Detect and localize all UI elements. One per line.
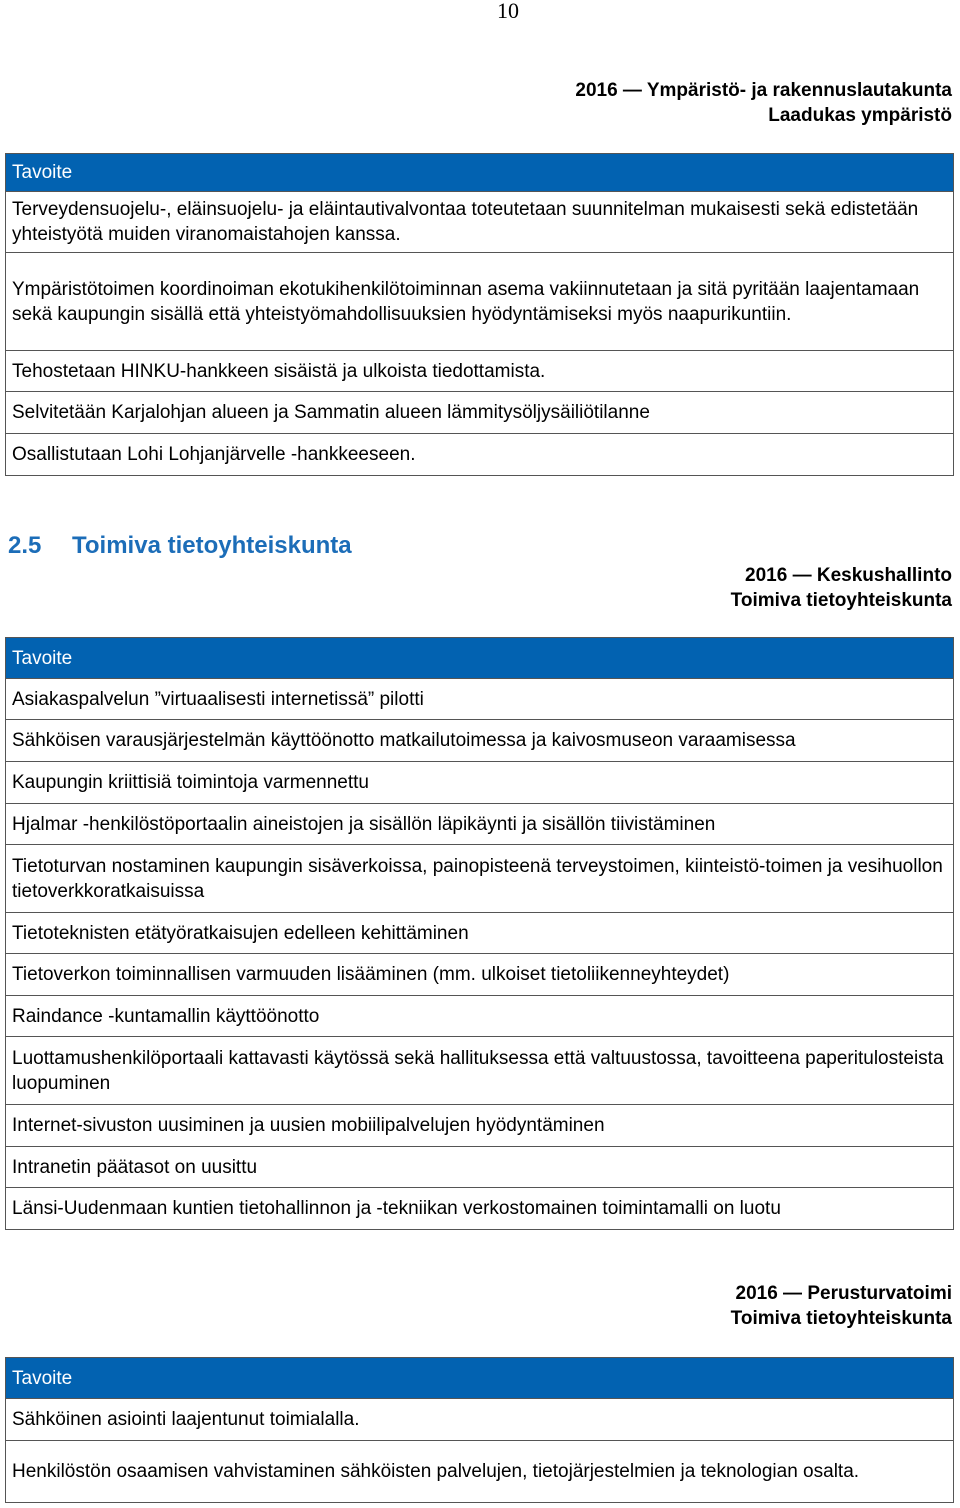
block2-heading-line1: 2016 — Keskushallinto: [745, 565, 952, 586]
block1-row: Tehostetaan HINKU-hankkeen sisäistä ja ulkoista tiedottamista.: [6, 351, 954, 392]
block3-heading: [731, 1281, 952, 1331]
block1-goal-table: [5, 153, 954, 476]
block2-row: Luottamushenkilöportaali kattavasti käytössä sekä hallituksessa että valtuustossa, tavoitteena paperitulosteista luopuminen: [6, 1037, 954, 1105]
section-number: 2.5: [8, 532, 42, 559]
block1-heading: [575, 78, 952, 128]
block2-row: Tietoturvan nostaminen kaupungin sisäverkoissa, painopisteenä terveystoimen, kiinteistö-toimen ja vesihuollon tietoverkkoratkaisuissa: [6, 845, 954, 913]
block2-heading: [731, 563, 952, 613]
block2-row: Internet-sivuston uusiminen ja uusien mobiilipalvelujen hyödyntäminen: [6, 1105, 954, 1147]
block2-row: Sähköisen varausjärjestelmän käyttöönotto matkailutoimessa ja kaivosmuseon varaamisessa: [6, 720, 954, 762]
block1-row: Selvitetään Karjalohjan alueen ja Sammatin alueen lämmitysöljysäiliötilanne: [6, 392, 954, 434]
block3-heading-line2: Toimiva tietoyhteiskunta: [730, 1308, 952, 1329]
block2-row: Länsi-Uudenmaan kuntien tietohallinnon ja -tekniikan verkostomainen toimintamalli on luotu: [6, 1188, 954, 1230]
block2-row: Asiakaspalvelun ”virtuaalisesti internetissä” pilotti: [6, 679, 954, 720]
section-heading: [8, 532, 352, 560]
block2-row: Kaupungin kriittisiä toimintoja varmennettu: [6, 762, 954, 804]
block2-row: Intranetin päätasot on uusittu: [6, 1147, 954, 1188]
block2-row: Tietoteknisten etätyöratkaisujen edelleen kehittäminen: [6, 913, 954, 954]
block2-row: Tietoverkon toiminnallisen varmuuden lisääminen (mm. ulkoiset tietoliikenneyhteydet): [6, 954, 954, 996]
block1-row: Terveydensuojelu-, eläinsuojelu- ja eläintautivalvontaa toteutetaan suunnitelman mukaisesti sekä edistetään yhteistyötä muiden viranomaistahojen kanssa.: [6, 192, 954, 253]
block3-table-header: Tavoite: [6, 1358, 954, 1399]
block1-row: Ympäristötoimen koordinoiman ekotukihenkilötoiminnan asema vakiinnutetaan ja sitä pyritään laajentamaan sekä kaupungin sisällä että yhteistyömahdollisuuksien hyödyntämiseksi myös naapurikuntiin.: [6, 253, 954, 351]
block2-table-header: Tavoite: [6, 638, 954, 679]
block1-row: Osallistutaan Lohi Lohjanjärvelle -hankkeeseen.: [6, 434, 954, 476]
block2-heading-line2: Toimiva tietoyhteiskunta: [730, 590, 952, 611]
section-title: Toimiva tietoyhteiskunta: [72, 532, 352, 559]
block3-row: Henkilöstön osaamisen vahvistaminen sähköisten palvelujen, tietojärjestelmien ja teknologian osalta.: [6, 1441, 954, 1503]
block1-heading-line2: Laadukas ympäristö: [768, 105, 952, 126]
block2-row: Hjalmar -henkilöstöportaalin aineistojen ja sisällön läpikäynti ja sisällön tiivistäminen: [6, 804, 954, 845]
block3-row: Sähköinen asiointi laajentunut toimialalla.: [6, 1399, 954, 1441]
block3-heading-line1: 2016 — Perusturvatoimi: [735, 1283, 952, 1304]
block1-heading-line1: 2016 — Ympäristö- ja rakennuslautakunta: [575, 80, 952, 101]
block3-goal-table: [5, 1357, 954, 1503]
block2-row: Raindance -kuntamallin käyttöönotto: [6, 996, 954, 1037]
block1-table-header: Tavoite: [6, 154, 954, 192]
block2-goal-table: [5, 637, 954, 1230]
page-number: 10: [497, 0, 519, 23]
